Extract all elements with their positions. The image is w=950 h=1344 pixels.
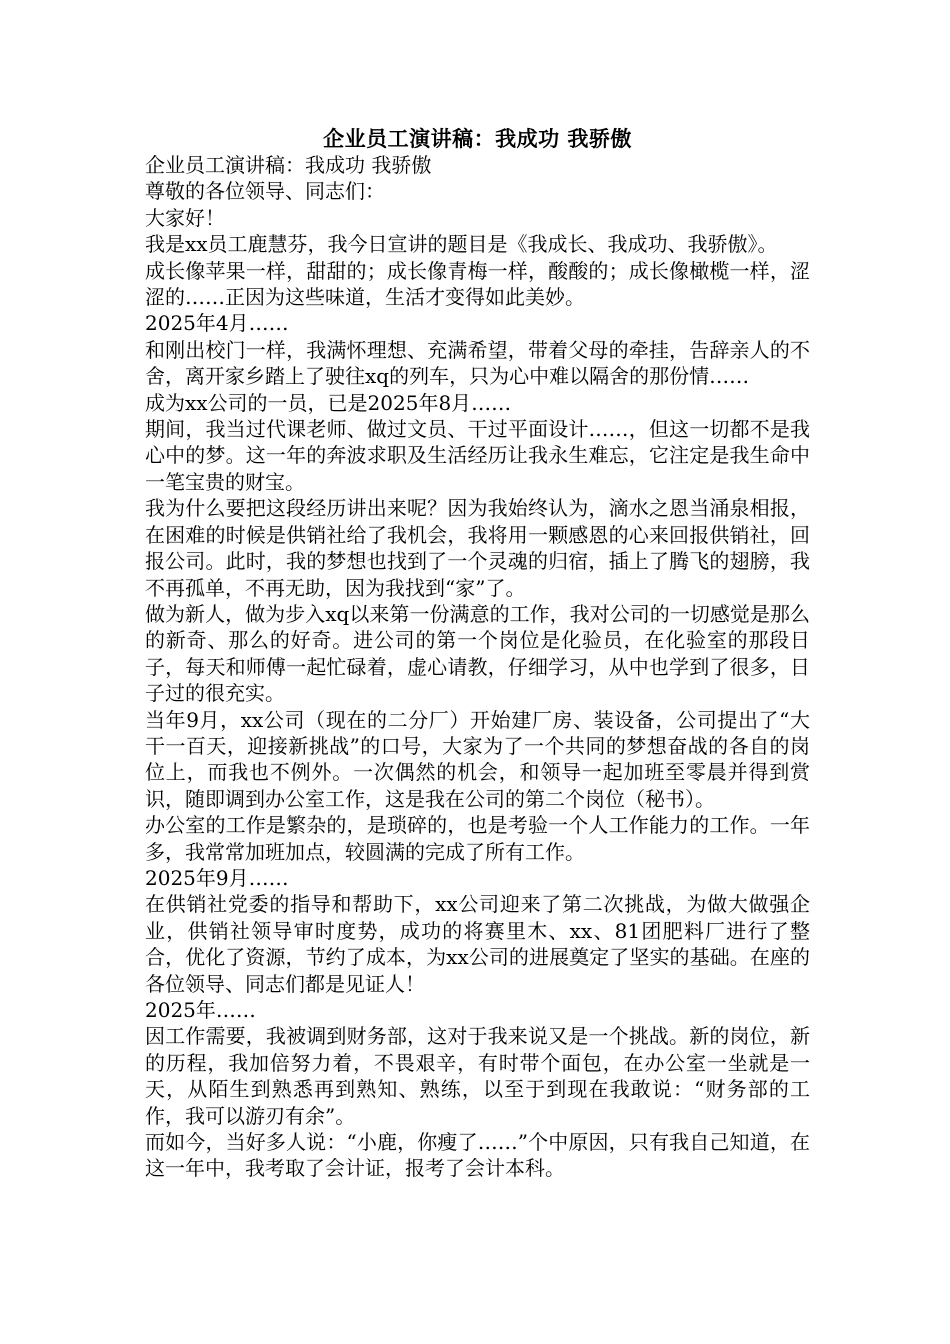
document-body	[145, 152, 810, 1182]
paragraph: 2025年4月……	[145, 311, 289, 336]
paragraph: 成为xx公司的一员，已是2025年8月……	[145, 390, 512, 415]
paragraph: 做为新人，做为步入xq以来第一份满意的工作，我对公司的一切感觉是那么的新奇、那么的好奇。进公司的第一个岗位是化验员，在化验室的那段日子，每天和师傅一起忙碌着，虚心请教，仔细学习，从中也学到了很多，日子过的很充实。	[145, 601, 810, 706]
paragraph: 大家好！	[145, 205, 225, 230]
paragraph: 成长像苹果一样，甜甜的；成长像青梅一样，酸酸的；成长像橄榄一样，涩涩的……正因为这些味道，生活才变得如此美妙。	[145, 258, 810, 310]
paragraph: 2025年……	[145, 998, 256, 1022]
paragraph: 当年9月，xx公司（现在的二分厂）开始建厂房、装设备，公司提出了“大干一百天，迎接新挑战”的口号，大家为了一个共同的梦想奋战的各自的岗位上，而我也不例外。一次偶然的机会，和领导一起加班至零晨并得到赏识，随即调到办公室工作，这是我在公司的第二个岗位（秘书）。	[145, 707, 810, 811]
paragraph: 2025年9月……	[145, 865, 289, 890]
paragraph: 我是xx员工鹿慧芬，我今日宣讲的题目是《我成长、我成功、我骄傲》。	[145, 232, 778, 257]
paragraph: 企业员工演讲稿：我成功 我骄傲	[145, 153, 432, 177]
paragraph: 我为什么要把这段经历讲出来呢？因为我始终认为，滴水之恩当涌泉相报，在困难的时候是供销社给了我机会，我将用一颗感恩的心来回报供销社，回报公司。此时，我的梦想也找到了一个灵魂的归宿，插上了腾飞的翅膀，我不再孤单，不再无助，因为我找到“家”了。	[145, 496, 810, 600]
paragraph: 期间，我当过代课老师、做过文员、干过平面设计……，但这一切都不是我心中的梦。这一年的奔波求职及生活经历让我永生难忘，它注定是我生命中一笔宝贵的财宝。	[145, 417, 810, 494]
paragraph: 在供销社党委的指导和帮助下，xx公司迎来了第二次挑战，为做大做强企业，供销社领导审时度势，成功的将赛里木、xx、81团肥料厂进行了整合，优化了资源，节约了成本，为xx公司的进展奠定了坚实的基础。在座的各位领导、同志们都是见证人！	[145, 892, 810, 996]
paragraph: 和刚出校门一样，我满怀理想、充满希望，带着父母的牵挂，告辞亲人的不舍，离开家乡踏上了驶往xq的列车，只为心中难以隔舍的那份情……	[145, 337, 810, 389]
paragraph: 因工作需要，我被调到财务部，这对于我来说又是一个挑战。新的岗位，新的历程，我加倍努力着，不畏艰辛，有时带个面包，在办公室一坐就是一天，从陌生到熟悉再到熟知、熟练，以至于到现在我敢说：“财务部的工作，我可以游刃有余”。	[145, 1024, 810, 1128]
document-title: 企业员工演讲稿：我成功 我骄傲	[323, 126, 632, 151]
document-page	[145, 126, 810, 1182]
paragraph: 办公室的工作是繁杂的，是琐碎的，也是考验一个人工作能力的工作。一年多，我常常加班加点，较圆满的完成了所有工作。	[145, 813, 810, 864]
paragraph: 尊敬的各位领导、同志们：	[145, 179, 385, 204]
paragraph: 而如今，当好多人说：“小鹿，你瘦了……”个中原因，只有我自己知道，在这一年中，我考取了会计证，报考了会计本科。	[145, 1130, 810, 1181]
